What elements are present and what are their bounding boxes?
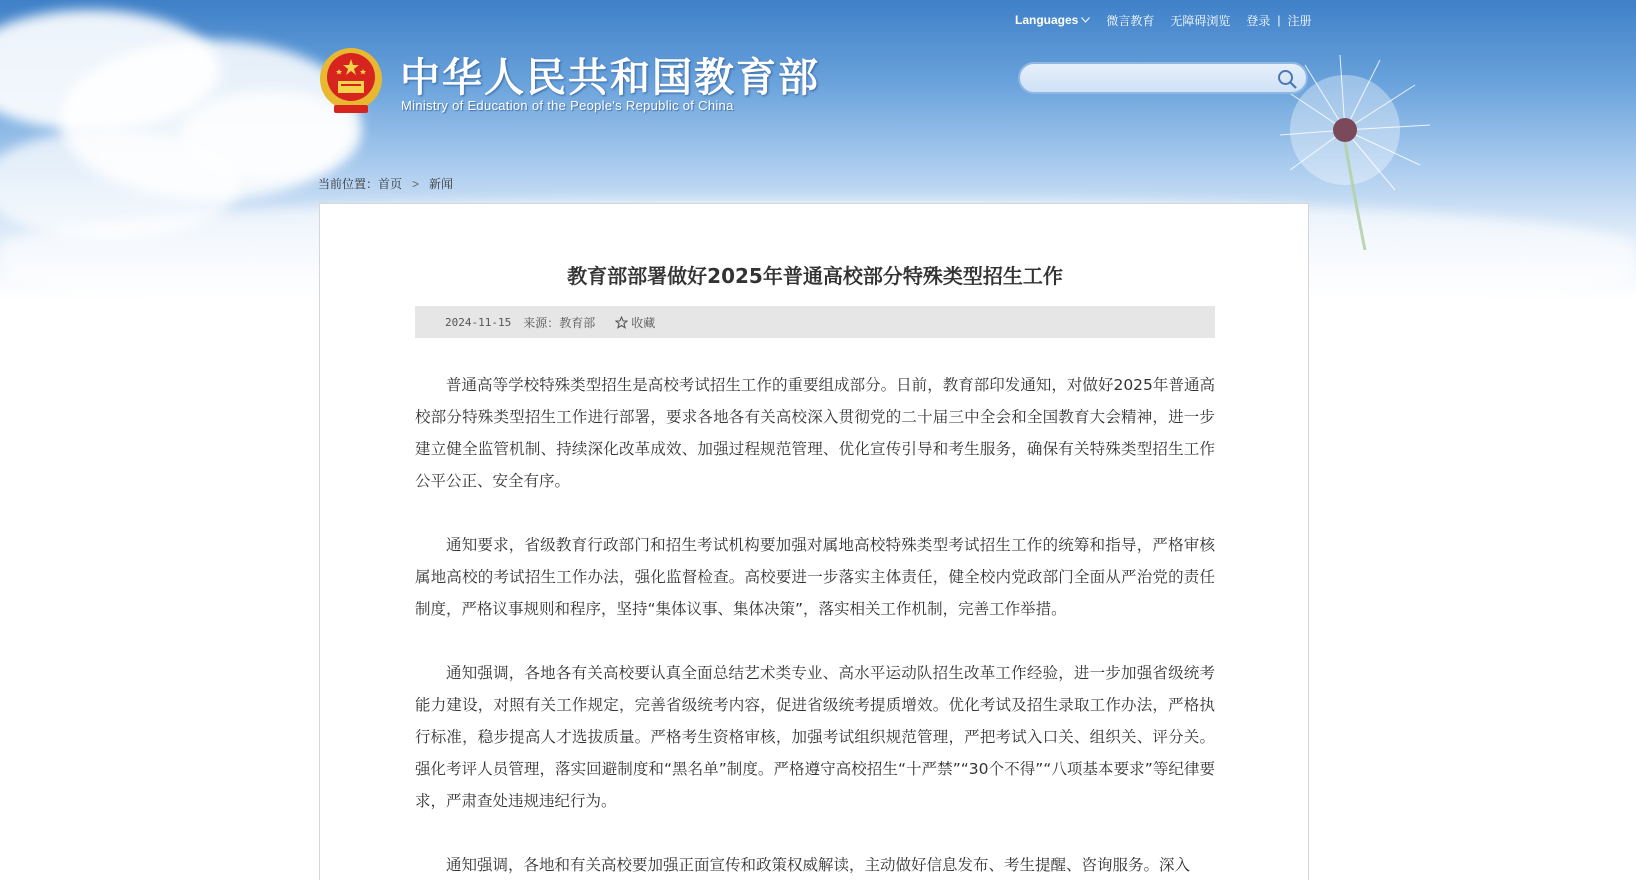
breadcrumb-label: 当前位置： (318, 177, 379, 191)
article-paragraph: 通知要求，省级教育行政部门和招生考试机构要加强对属地高校特殊类型考试招生工作的统筹和指导，严格审核属地高校的考试招生工作办法，强化监督检查。高校要进一步落实主体责任，健全校内党政部门全面从严治党的责任制度，严格议事规则和程序，坚持“集体议事、集体决策”，落实相关工作机制，完善工作举措。 (415, 536, 1215, 618)
breadcrumb-home-link[interactable]: 首页 (378, 177, 403, 191)
article-title: 教育部部署做好2025年普通高校部分特殊类型招生工作 (567, 264, 1063, 288)
search-box (1018, 62, 1308, 94)
favorite-button[interactable] (615, 314, 655, 331)
star-icon (615, 316, 628, 329)
breadcrumb-current-link[interactable]: 新闻 (429, 177, 454, 191)
site-subtitle[interactable]: Ministry of Education of the People's Republic of China (401, 98, 734, 113)
chevron-right-icon: > (412, 176, 420, 191)
search-input[interactable] (1032, 68, 1272, 88)
nav-separator: | (1277, 13, 1281, 27)
languages-dropdown[interactable] (1015, 13, 1090, 27)
accessible-browse-link[interactable]: 无障碍浏览 (1170, 13, 1231, 28)
favorite-label: 收藏 (631, 315, 656, 330)
article-body (415, 369, 1215, 880)
languages-label: Languages (1015, 13, 1079, 27)
article-paragraph: 普通高等学校特殊类型招生是高校考试招生工作的重要组成部分。日前，教育部印发通知，对做好2025年普通高校部分特殊类型招生工作进行部署，要求各地各有关高校深入贯彻党的二十届三中全会和全国教育大会精神，进一步建立健全监管机制、持续深化改革成效、加强过程规范管理、优化宣传引导和考生服务，确保有关特殊类型招生工作公平公正、安全有序。 (415, 376, 1215, 490)
chevron-down-icon (1081, 17, 1090, 23)
national-emblem-icon[interactable] (318, 45, 384, 117)
search-icon[interactable] (1276, 68, 1298, 90)
article-paragraph: 通知强调，各地和有关高校要加强正面宣传和政策权威解读，主动做好信息发布、考生提醒、咨询服务。深入 (446, 856, 1191, 874)
article-meta-bar (415, 306, 1215, 338)
top-navigation (1015, 10, 1312, 30)
site-title[interactable]: 中华人民共和国教育部 (400, 55, 820, 101)
article-source: 来源：教育部 (523, 315, 596, 330)
breadcrumb (318, 175, 453, 192)
weiyan-link[interactable]: 微言教育 (1106, 13, 1155, 28)
article-date: 2024-11-15 (445, 315, 512, 329)
login-link[interactable]: 登录 (1246, 13, 1271, 28)
article-panel (319, 203, 1309, 880)
article-paragraph: 通知强调，各地各有关高校要认真全面总结艺术类专业、高水平运动队招生改革工作经验，进一步加强省级统考能力建设，对照有关工作规定，完善省级统考内容，促进省级统考提质增效。优化考试及招生录取工作办法，严格执行标准，稳步提高人才选拔质量。严格考生资格审核，加强考试组织规范管理，严把考试入口关、组织关、评分关。强化考评人员管理，落实回避制度和“黑名单”制度。严格遵守高校招生“十严禁”“30个不得”“八项基本要求”等纪律要求，严肃查处违规违纪行为。 (415, 664, 1215, 810)
register-link[interactable]: 注册 (1287, 13, 1312, 28)
